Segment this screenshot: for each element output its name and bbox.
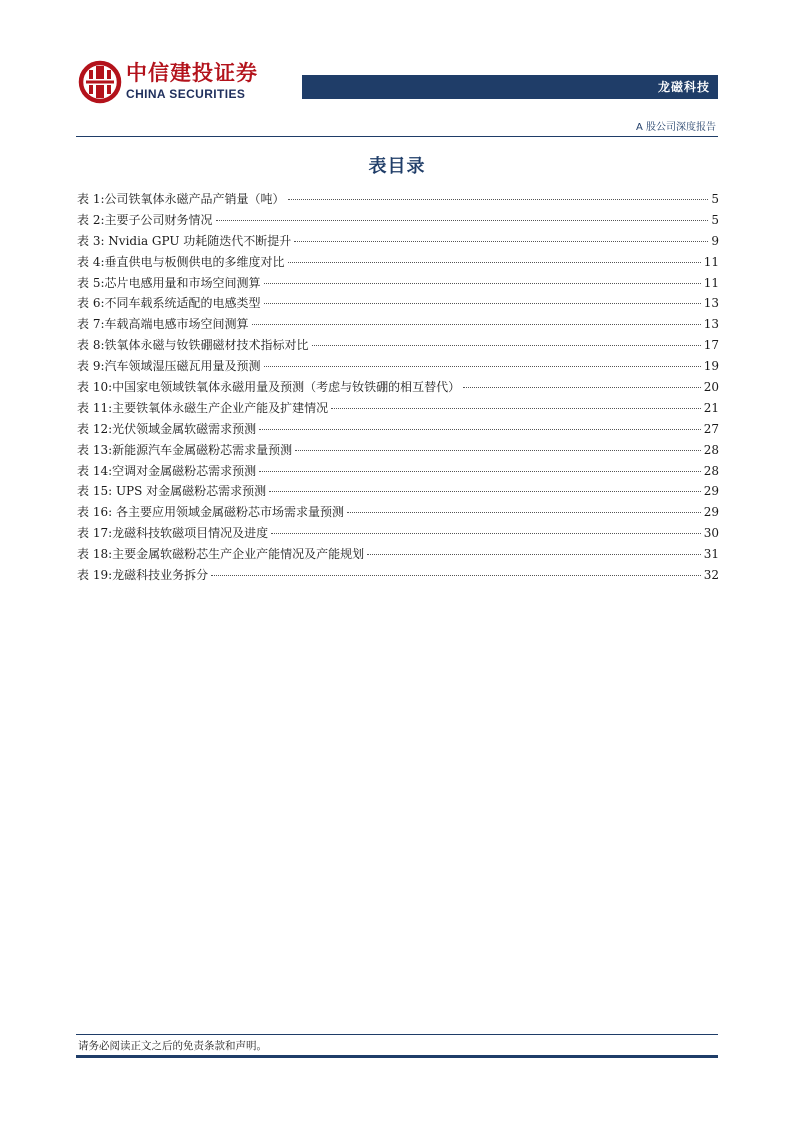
toc-item-label: 表 9:汽车领域湿压磁瓦用量及预测: [77, 359, 261, 374]
toc-item-page: 21: [703, 400, 719, 415]
toc-leader: [264, 282, 701, 284]
toc-item-label: 表 16: 各主要应用领域金属磁粉芯市场需求量预测: [77, 505, 344, 520]
toc-item-page: 11: [703, 254, 719, 269]
toc-item[interactable]: [77, 189, 719, 210]
toc-list: [77, 189, 719, 586]
toc-item-page: 31: [703, 547, 719, 562]
toc-item[interactable]: [77, 293, 719, 314]
toc-item-label: 表 4:垂直供电与板侧供电的多维度对比: [77, 254, 285, 269]
toc-item[interactable]: [77, 523, 719, 544]
toc-item-label: 表 3: Nvidia GPU 功耗随迭代不断提升: [77, 233, 292, 248]
toc-leader: [211, 574, 701, 576]
toc-leader: [288, 198, 709, 200]
toc-item-page: 9: [711, 233, 719, 248]
toc-item[interactable]: [77, 210, 719, 231]
company-name: 龙磁科技: [657, 80, 710, 94]
header-divider: [76, 136, 718, 137]
toc-item-page: 13: [703, 317, 719, 332]
toc-item[interactable]: [77, 502, 719, 523]
toc-item-label: 表 7:车载高端电感市场空间测算: [77, 317, 249, 332]
toc-item-label: 表 1:公司铁氧体永磁产品产销量（吨）: [77, 192, 285, 206]
disclaimer: 请务必阅读正文之后的免责条款和声明。: [78, 1040, 267, 1052]
toc-item[interactable]: [77, 398, 719, 419]
toc-item[interactable]: [77, 481, 719, 502]
report-type: A 股公司深度报告: [635, 122, 716, 133]
toc-item-page: 29: [703, 484, 719, 499]
toc-item-label: 表 17:龙磁科技软磁项目情况及进度: [77, 526, 269, 541]
toc-item[interactable]: [77, 419, 719, 440]
toc-item-label: 表 14:空调对金属磁粉芯需求预测: [77, 463, 257, 478]
toc-leader: [367, 553, 701, 555]
brand-name-en: CHINA SECURITIES: [126, 87, 246, 101]
toc-leader: [264, 365, 701, 367]
toc-leader: [463, 386, 701, 388]
toc-item-label: 表 19:龙磁科技业务拆分: [77, 568, 209, 583]
toc-item-page: 5: [711, 212, 719, 227]
brand-name-cn: 中信建投证券: [126, 61, 258, 85]
toc-item[interactable]: [77, 252, 719, 273]
toc-item-page: 13: [703, 296, 719, 311]
toc-item[interactable]: [77, 377, 719, 398]
toc-item[interactable]: [77, 335, 719, 356]
toc-leader: [252, 323, 701, 325]
toc-item-page: 17: [703, 338, 719, 353]
toc-item-label: 表 6:不同车载系统适配的电感类型: [77, 296, 261, 311]
page-title: 表目录: [368, 156, 426, 177]
toc-item-page: 27: [703, 421, 719, 436]
toc-leader: [259, 428, 701, 430]
toc-leader: [312, 344, 701, 346]
toc-item[interactable]: [77, 565, 719, 586]
toc-leader: [259, 470, 701, 472]
toc-item-label: 表 11:主要铁氧体永磁生产企业产能及扩建情况: [77, 400, 329, 415]
toc-item-label: 表 12:光伏领域金属软磁需求预测: [77, 421, 257, 436]
toc-leader: [331, 407, 701, 409]
toc-leader: [295, 449, 701, 451]
toc-item-page: 5: [711, 192, 719, 206]
toc-item-page: 32: [703, 568, 719, 583]
toc-item[interactable]: [77, 231, 719, 252]
footer-bar: [76, 1055, 718, 1058]
header-bar: [302, 75, 718, 99]
footer-divider: [76, 1034, 718, 1035]
toc-item-label: 表 2:主要子公司财务情况: [77, 212, 213, 227]
toc-item-page: 30: [703, 526, 719, 541]
china-securities-logo-icon: [78, 60, 122, 104]
toc-item-page: 11: [703, 275, 719, 290]
toc-item-label: 表 10:中国家电领域铁氧体永磁用量及预测（考虑与钕铁硼的相互替代）: [77, 380, 461, 395]
toc-item[interactable]: [77, 544, 719, 565]
toc-item-label: 表 13:新能源汽车金属磁粉芯需求量预测: [77, 442, 293, 457]
toc-item[interactable]: [77, 440, 719, 461]
toc-item-label: 表 8:铁氧体永磁与钕铁硼磁材技术指标对比: [77, 338, 309, 353]
toc-item-label: 表 15: UPS 对金属磁粉芯需求预测: [77, 484, 267, 499]
toc-item[interactable]: [77, 273, 719, 294]
toc-item-page: 28: [703, 442, 719, 457]
toc-item-page: 20: [703, 380, 719, 395]
toc-leader: [271, 532, 701, 534]
toc-item-label: 表 5:芯片电感用量和市场空间测算: [77, 275, 261, 290]
toc-item[interactable]: [77, 356, 719, 377]
toc-item-label: 表 18:主要金属软磁粉芯生产企业产能情况及产能规划: [77, 547, 365, 562]
toc-item[interactable]: [77, 461, 719, 482]
toc-item-page: 19: [703, 359, 719, 374]
toc-leader: [294, 240, 708, 242]
toc-leader: [347, 511, 701, 513]
toc-item[interactable]: [77, 314, 719, 335]
toc-leader: [269, 490, 701, 492]
toc-leader: [216, 219, 709, 221]
toc-item-page: 28: [703, 463, 719, 478]
toc-leader: [264, 302, 701, 304]
toc-leader: [288, 261, 701, 263]
toc-item-page: 29: [703, 505, 719, 520]
